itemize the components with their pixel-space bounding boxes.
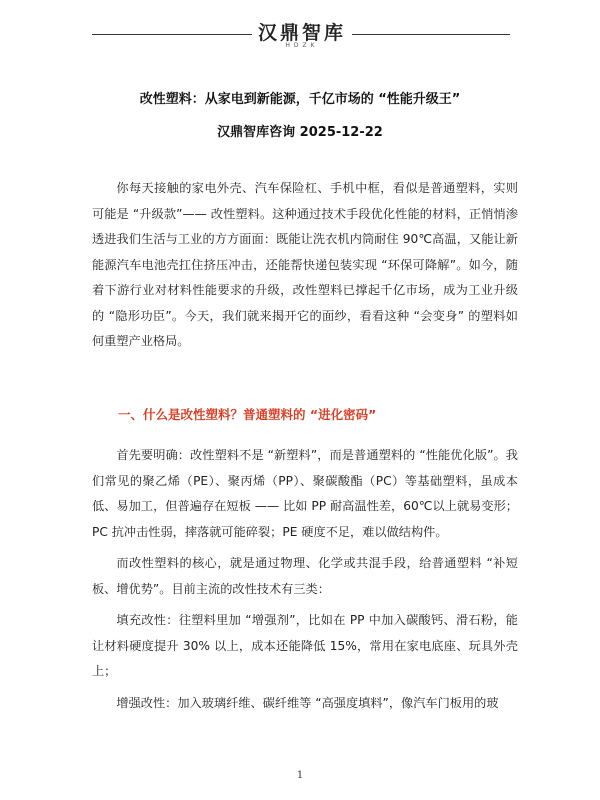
intro-paragraph: 你每天接触的家电外壳、汽车保险杠、手机中框，看似是普通塑料，实则可能是 “升级款”—— 改性塑料。这种通过技术手段优化性能的材料，正悄悄渗透进我们生活与工业的方方面面：既能让洗衣机内筒耐住 90℃高温，又能让新能源汽车电池壳扛住挤压冲击，还能帮快递包装实现 “环保可降解”。如今，随着下游行业对材料性能要求的升级，改性塑料已撑起千亿市场，成为工业升级的 “隐形功臣”。今天，我们就来揭开它的面纱，看看这种 “会变身” 的塑料如何重塑产业格局。 — [92, 181, 518, 348]
page-header — [0, 14, 600, 54]
section-paragraph: 增强改性：加入玻璃纤维、碳纤维等 “高强度填料”，像汽车门板用的玻 — [116, 695, 499, 710]
section-paragraph: 而改性塑料的核心，就是通过物理、化学或共混手段，给普通塑料 “补短板、增优势”。目前主流的改性技术有三类： — [92, 556, 518, 596]
document-subtitle: 汉鼎智库咨询 2025-12-22 — [217, 125, 383, 140]
header-divider-right — [352, 34, 510, 35]
logo-subtext: HDZK — [285, 42, 319, 49]
logo-text: 汉鼎智库 — [257, 22, 346, 44]
section-heading: 一、什么是改性塑料？普通塑料的 “进化密码” — [118, 407, 377, 422]
page-number: 1 — [296, 770, 304, 781]
section-paragraph: 首先要明确：改性塑料不是 “新塑料”，而是普通塑料的 “性能优化版”。我们常见的聚乙烯（PE）、聚丙烯（PP）、聚碳酸酯（PC）等基础塑料，虽成本低、易加工，但普遍存在短板 —— 比如 PP 耐高温性差，60℃以上就易变形；PC 抗冲击性弱，摔落就可能碎裂；PE 硬度不足，难以做结构件。 — [92, 448, 518, 539]
document-title: 改性塑料：从家电到新能源，千亿市场的 “性能升级王” — [139, 92, 461, 107]
section-paragraph: 填充改性：往塑料里加 “增强剂”，比如在 PP 中加入碳酸钙、滑石粉，能让材料硬度提升 30% 以上，成本还能降低 15%，常用在家电底座、玩具外壳上； — [92, 613, 518, 678]
header-divider-left — [92, 34, 252, 35]
intro-section — [92, 176, 518, 355]
section-body — [92, 443, 518, 716]
